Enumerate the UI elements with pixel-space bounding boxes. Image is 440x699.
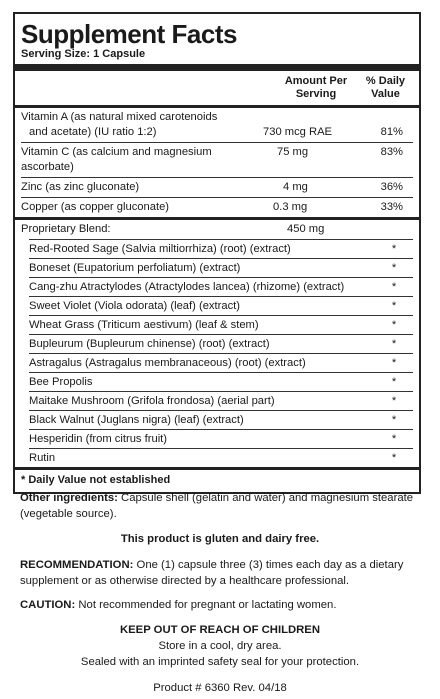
blend-item-name: Bee Propolis [29, 376, 93, 388]
blend-item-dv: * [391, 395, 397, 407]
nutrient-row [21, 177, 413, 197]
blend-item-dv: * [391, 300, 397, 312]
blend-item-dv: * [391, 281, 397, 293]
blend-item [29, 258, 413, 277]
blend-item-dv: * [391, 243, 397, 255]
blend-item-name: Red-Rooted Sage (Salvia miltiorrhiza) (root) (extract) [29, 243, 291, 255]
blend-item-name: Black Walnut (Juglans nigra) (leaf) (extract) [29, 414, 244, 426]
caution [20, 597, 420, 613]
blend-name: Proprietary Blend: [21, 223, 111, 235]
serving-size: Serving Size: 1 Capsule [21, 48, 146, 60]
blend-item-dv: * [391, 376, 397, 388]
blend-item-dv: * [391, 319, 397, 331]
caution-label: CAUTION: [20, 599, 76, 611]
other-label: Other ingredients: [20, 492, 118, 504]
blend-item [29, 429, 413, 448]
dv-header: % Daily Value [365, 75, 406, 100]
nutrient-name: Zinc (as zinc gluconate) [21, 181, 140, 193]
blend-item [29, 391, 413, 410]
footnote: * Daily Value not established [21, 474, 171, 486]
rec-text: One (1) capsule three (3) times each day as a dietary supplement or as otherwise directed by a healthcare professional. [20, 559, 404, 587]
blend-item [29, 277, 413, 296]
caution-text: Not recommended for pregnant or lactating women. [75, 599, 337, 611]
recommendation [20, 557, 420, 589]
seal-text: Sealed with an imprinted safety seal for your protection. [80, 656, 360, 668]
blend-item [29, 372, 413, 391]
blend-item-dv: * [391, 357, 397, 369]
blend-item [29, 239, 413, 258]
nutrient-row [21, 108, 413, 142]
nutrient-amount: 0.3 mg [273, 201, 308, 213]
blend-item-name: Hesperidin (from citrus fruit) [29, 433, 168, 445]
divider-thick [15, 64, 419, 71]
nutrient-name-cont: and acetate) (IU ratio 1:2) [29, 126, 157, 138]
nutrient-amount: 4 mg [283, 181, 308, 193]
keep-out-warning: KEEP OUT OF REACH OF CHILDREN [119, 624, 320, 636]
blend-item-name: Boneset (Eupatorium perfoliatum) (extract) [29, 262, 241, 274]
blend-item-name: Astragalus (Astragalus membranaceous) (root) (extract) [29, 357, 306, 369]
nutrient-name: Vitamin A (as natural mixed carotenoids [21, 111, 218, 123]
blend-item [29, 410, 413, 429]
nutrient-dv: 36% [380, 181, 403, 193]
blend-item [29, 296, 413, 315]
blend-item-name: Rutin [29, 452, 56, 464]
blend-item-name: Maitake Mushroom (Grifola frondosa) (aerial part) [29, 395, 275, 407]
blend-list [21, 239, 413, 467]
gluten-statement: This product is gluten and dairy free. [120, 533, 320, 545]
blend-item-dv: * [391, 433, 397, 445]
blend-item [29, 353, 413, 372]
column-header [21, 71, 413, 105]
blend-row [21, 220, 413, 239]
nutrient-row [21, 142, 413, 177]
blend-item-dv: * [391, 262, 397, 274]
blend-item [29, 448, 413, 467]
amount-header: Amount Per Serving [284, 75, 348, 100]
blend-item-name: Bupleurum (Bupleurum chinense) (root) (extract) [29, 338, 270, 350]
blend-item-name: Sweet Violet (Viola odorata) (leaf) (extract) [29, 300, 240, 312]
rec-label: RECOMMENDATION: [20, 559, 134, 571]
storage-text: Store in a cool, dry area. [158, 640, 282, 652]
nutrient-dv: 33% [380, 201, 403, 213]
other-ingredients [20, 490, 420, 522]
panel-title: Supplement Facts [21, 19, 237, 49]
other-text: Capsule shell (gelatin and water) and magnesium stearate (vegetable source). [20, 492, 414, 520]
supplement-facts-panel [13, 12, 421, 494]
blend-item [29, 315, 413, 334]
blend-item-name: Cang-zhu Atractylodes (Atractylodes lancea) (rhizome) (extract) [29, 281, 345, 293]
product-number: Product # 6360 Rev. 04/18 [153, 682, 287, 694]
blend-amount: 450 mg [287, 223, 325, 235]
nutrient-dv: 81% [380, 126, 403, 138]
nutrient-amount: 75 mg [277, 146, 309, 158]
blend-item-name: Wheat Grass (Triticum aestivum) (leaf & stem) [29, 319, 259, 331]
nutrient-name: Copper (as copper gluconate) [21, 201, 170, 213]
nutrient-amount: 730 mcg RAE [263, 126, 333, 138]
blend-item-dv: * [391, 452, 397, 464]
blend-item [29, 334, 413, 353]
nutrient-row [21, 197, 413, 217]
blend-item-dv: * [391, 414, 397, 426]
blend-item-dv: * [391, 338, 397, 350]
nutrient-name: Vitamin C (as calcium and magnesium ascorbate) [21, 146, 212, 173]
nutrient-dv: 83% [380, 146, 403, 158]
